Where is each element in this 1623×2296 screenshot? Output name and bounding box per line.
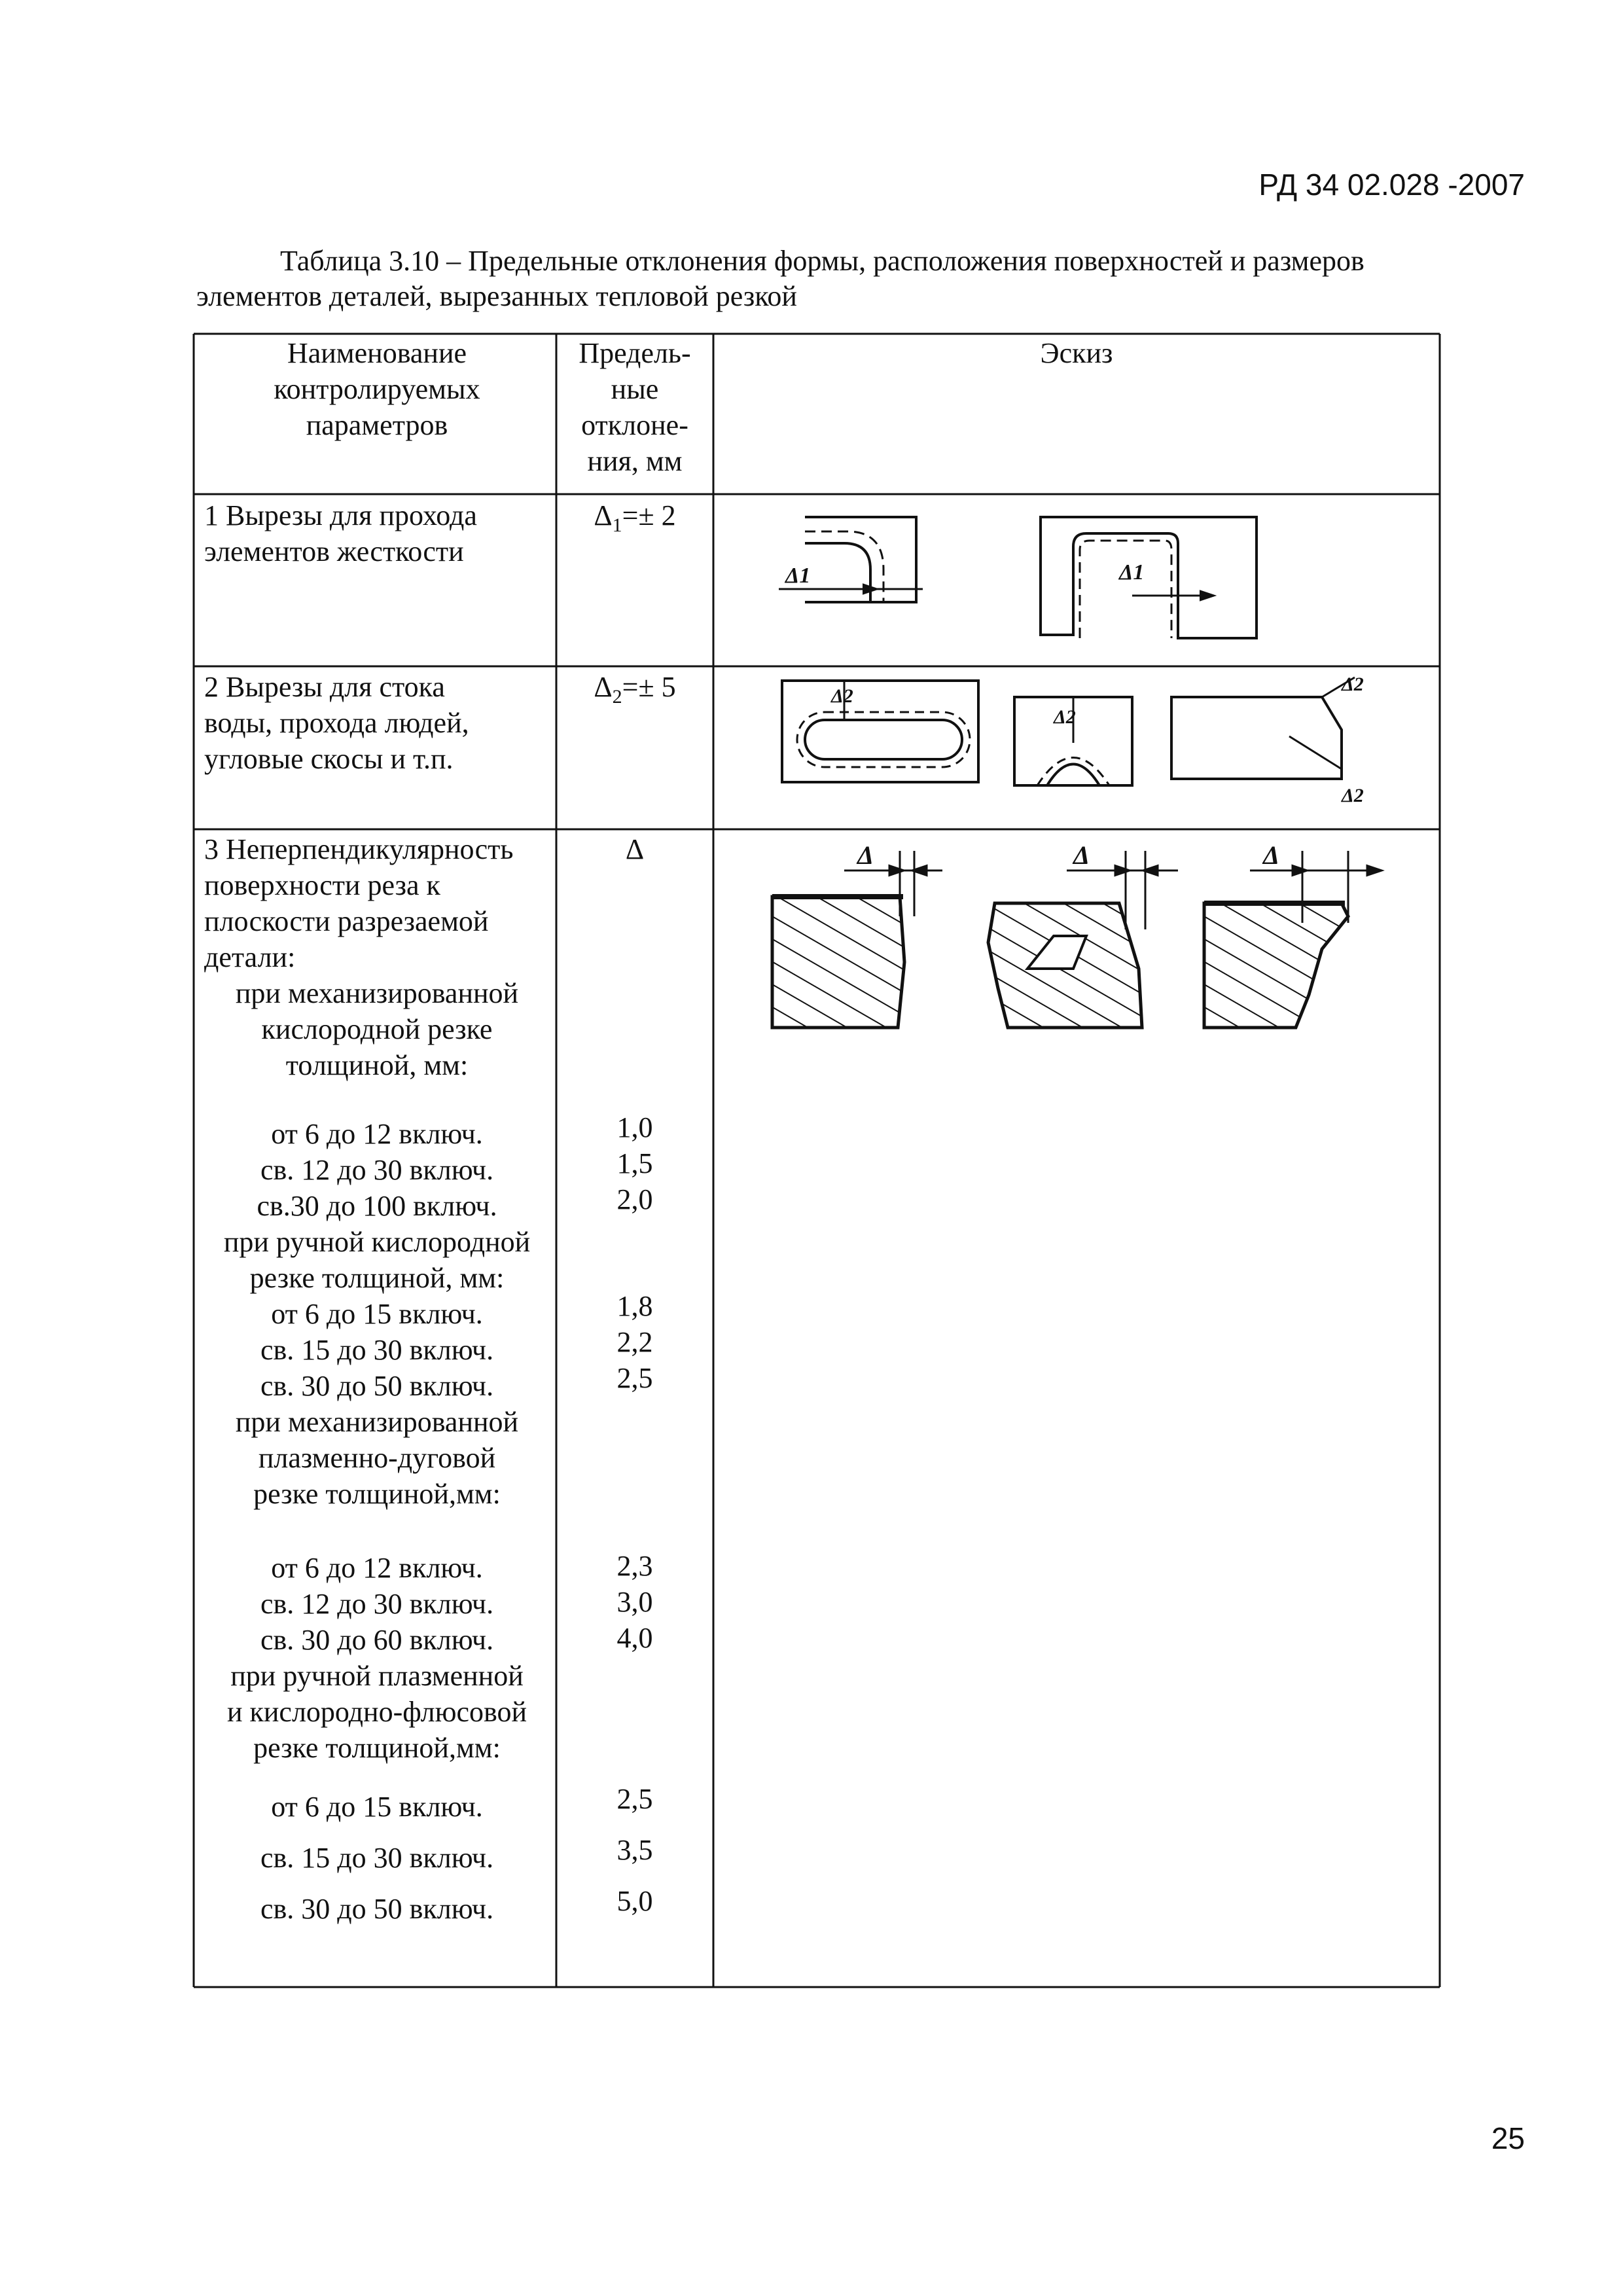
row1-sketch <box>766 504 1289 655</box>
value-item: 3,0 <box>616 1586 653 1618</box>
delta-value: =± 2 <box>622 499 676 531</box>
range-item: от 6 до 12 включ. <box>271 1552 483 1584</box>
range-item: св. 15 до 30 включ. <box>260 1842 494 1874</box>
row2-label-2: Δ2 <box>1054 706 1076 728</box>
value-item: 1,5 <box>616 1147 653 1179</box>
row2-name-line: угловые скосы и т.п. <box>204 743 454 775</box>
page-number: 25 <box>1491 2121 1525 2155</box>
row1-name-line: элементов жесткости <box>204 535 464 567</box>
header-deviations-line: Предель- <box>579 337 691 369</box>
header-parameters <box>204 335 550 443</box>
row2-deviation <box>560 669 709 715</box>
range-item: от 6 до 15 включ. <box>271 1298 483 1330</box>
row1-name-line: 1 Вырезы для прохода <box>204 499 477 531</box>
value-item: 1,8 <box>616 1290 653 1322</box>
delta-subscript: 1 <box>612 514 622 536</box>
row3-piece-3 <box>1204 903 1348 1028</box>
group1-items <box>204 1116 550 1224</box>
group3-title <box>204 1404 550 1512</box>
row2-label-1: Δ2 <box>831 685 853 707</box>
group2-values <box>560 1288 709 1396</box>
row3-name-line: поверхности реза к <box>204 869 440 901</box>
row3-label-3: Δ <box>1263 840 1280 870</box>
header-deviations-line: отклоне- <box>581 409 688 441</box>
row3-name <box>204 831 550 975</box>
row2-sketch <box>766 671 1387 821</box>
range-item: св. 30 до 50 включ. <box>260 1370 494 1402</box>
row2-plate-chamfer <box>1171 697 1342 779</box>
group4-items <box>204 1782 550 1935</box>
group4-values <box>560 1774 709 1927</box>
group2-title <box>204 1224 550 1296</box>
value-item: 4,0 <box>616 1622 653 1654</box>
range-item: св.30 до 100 включ. <box>257 1190 497 1222</box>
row2-label-4: Δ2 <box>1342 785 1364 806</box>
row2-name-line: воды, прохода людей, <box>204 707 469 739</box>
value-item: 2,5 <box>616 1362 653 1394</box>
group4-title <box>204 1658 550 1766</box>
row1-cutout-left <box>805 543 870 602</box>
range-item: от 6 до 12 включ. <box>271 1118 483 1150</box>
value-item: 2,0 <box>616 1183 653 1215</box>
row1-plate-right <box>1041 517 1257 638</box>
range-item: св. 15 до 30 включ. <box>260 1334 494 1366</box>
range-item: св. 30 до 50 включ. <box>260 1893 494 1925</box>
row3-name-line: детали: <box>204 941 296 973</box>
caption-line-2: элементов деталей, вырезанных тепловой резкой <box>196 280 797 312</box>
group3-items <box>204 1550 550 1658</box>
row3-name-line: 3 Неперпендикулярность <box>204 833 514 865</box>
header-sketch: Эскиз <box>1040 337 1113 369</box>
value-item: 1,0 <box>616 1111 653 1143</box>
group1-values <box>560 1109 709 1217</box>
row3-label-1: Δ <box>857 840 874 870</box>
value-item: 2,2 <box>616 1326 653 1358</box>
group-title-line: резке толщиной, мм: <box>249 1262 505 1294</box>
range-item: св. 30 до 60 включ. <box>260 1624 494 1656</box>
group-title-line: резке толщиной,мм: <box>253 1478 501 1510</box>
delta-symbol: Δ <box>594 671 613 703</box>
row1-label-left: Δ1 <box>785 564 811 588</box>
row2-label-3: Δ2 <box>1342 673 1364 695</box>
row3-name-line: плоскости разрезаемой <box>204 905 489 937</box>
group-title-line: при механизированной <box>235 977 519 1009</box>
group3-values <box>560 1548 709 1656</box>
group-title-line: толщиной, мм: <box>285 1049 469 1081</box>
header-parameters-line: контролируемых <box>274 373 480 405</box>
range-item: св. 12 до 30 включ. <box>260 1154 494 1186</box>
header-deviations-line: ния, мм <box>587 445 683 477</box>
row3-delta: Δ <box>625 833 645 865</box>
row2-name-line: 2 Вырезы для стока <box>204 671 445 703</box>
delta-subscript: 2 <box>612 685 622 708</box>
value-item: 2,5 <box>616 1783 653 1815</box>
value-item: 2,3 <box>616 1550 653 1582</box>
group-title-line: при механизированной <box>235 1406 519 1438</box>
group2-items <box>204 1296 550 1404</box>
header-parameters-line: Наименование <box>287 337 467 369</box>
header-deviations <box>560 335 709 479</box>
group-title-line: плазменно-дуговой <box>258 1442 496 1474</box>
header-parameters-line: параметров <box>306 409 448 441</box>
row3-sketch <box>753 838 1420 1047</box>
row1-name <box>204 497 550 569</box>
header-deviations-line: ные <box>611 373 659 405</box>
delta-value: =± 5 <box>622 671 676 703</box>
group-title-line: кислородной резке <box>261 1013 493 1045</box>
group1-title <box>204 975 550 1083</box>
row2-manhole <box>1047 764 1099 786</box>
caption-line-1: Таблица 3.10 – Предельные отклонения формы, расположения поверхностей и размеров <box>280 245 1364 277</box>
row1-deviation <box>560 497 709 543</box>
range-item: от 6 до 15 включ. <box>271 1791 483 1823</box>
group-title-line: при ручной кислородной <box>223 1226 531 1258</box>
document-code: РД 34 02.028 -2007 <box>1258 168 1525 202</box>
delta-symbol: Δ <box>594 499 613 531</box>
range-item: св. 12 до 30 включ. <box>260 1588 494 1620</box>
row1-label-right: Δ1 <box>1119 560 1145 584</box>
row3-label-2: Δ <box>1073 840 1090 870</box>
group-title-line: резке толщиной,мм: <box>253 1732 501 1764</box>
group-title-line: и кислородно-флюсовой <box>226 1696 527 1728</box>
value-item: 5,0 <box>616 1885 653 1917</box>
row2-slot <box>805 720 962 759</box>
row2-name <box>204 669 550 777</box>
group-title-line: при ручной плазменной <box>230 1660 524 1692</box>
row3-piece-1 <box>772 897 904 1028</box>
value-item: 3,5 <box>616 1834 653 1866</box>
